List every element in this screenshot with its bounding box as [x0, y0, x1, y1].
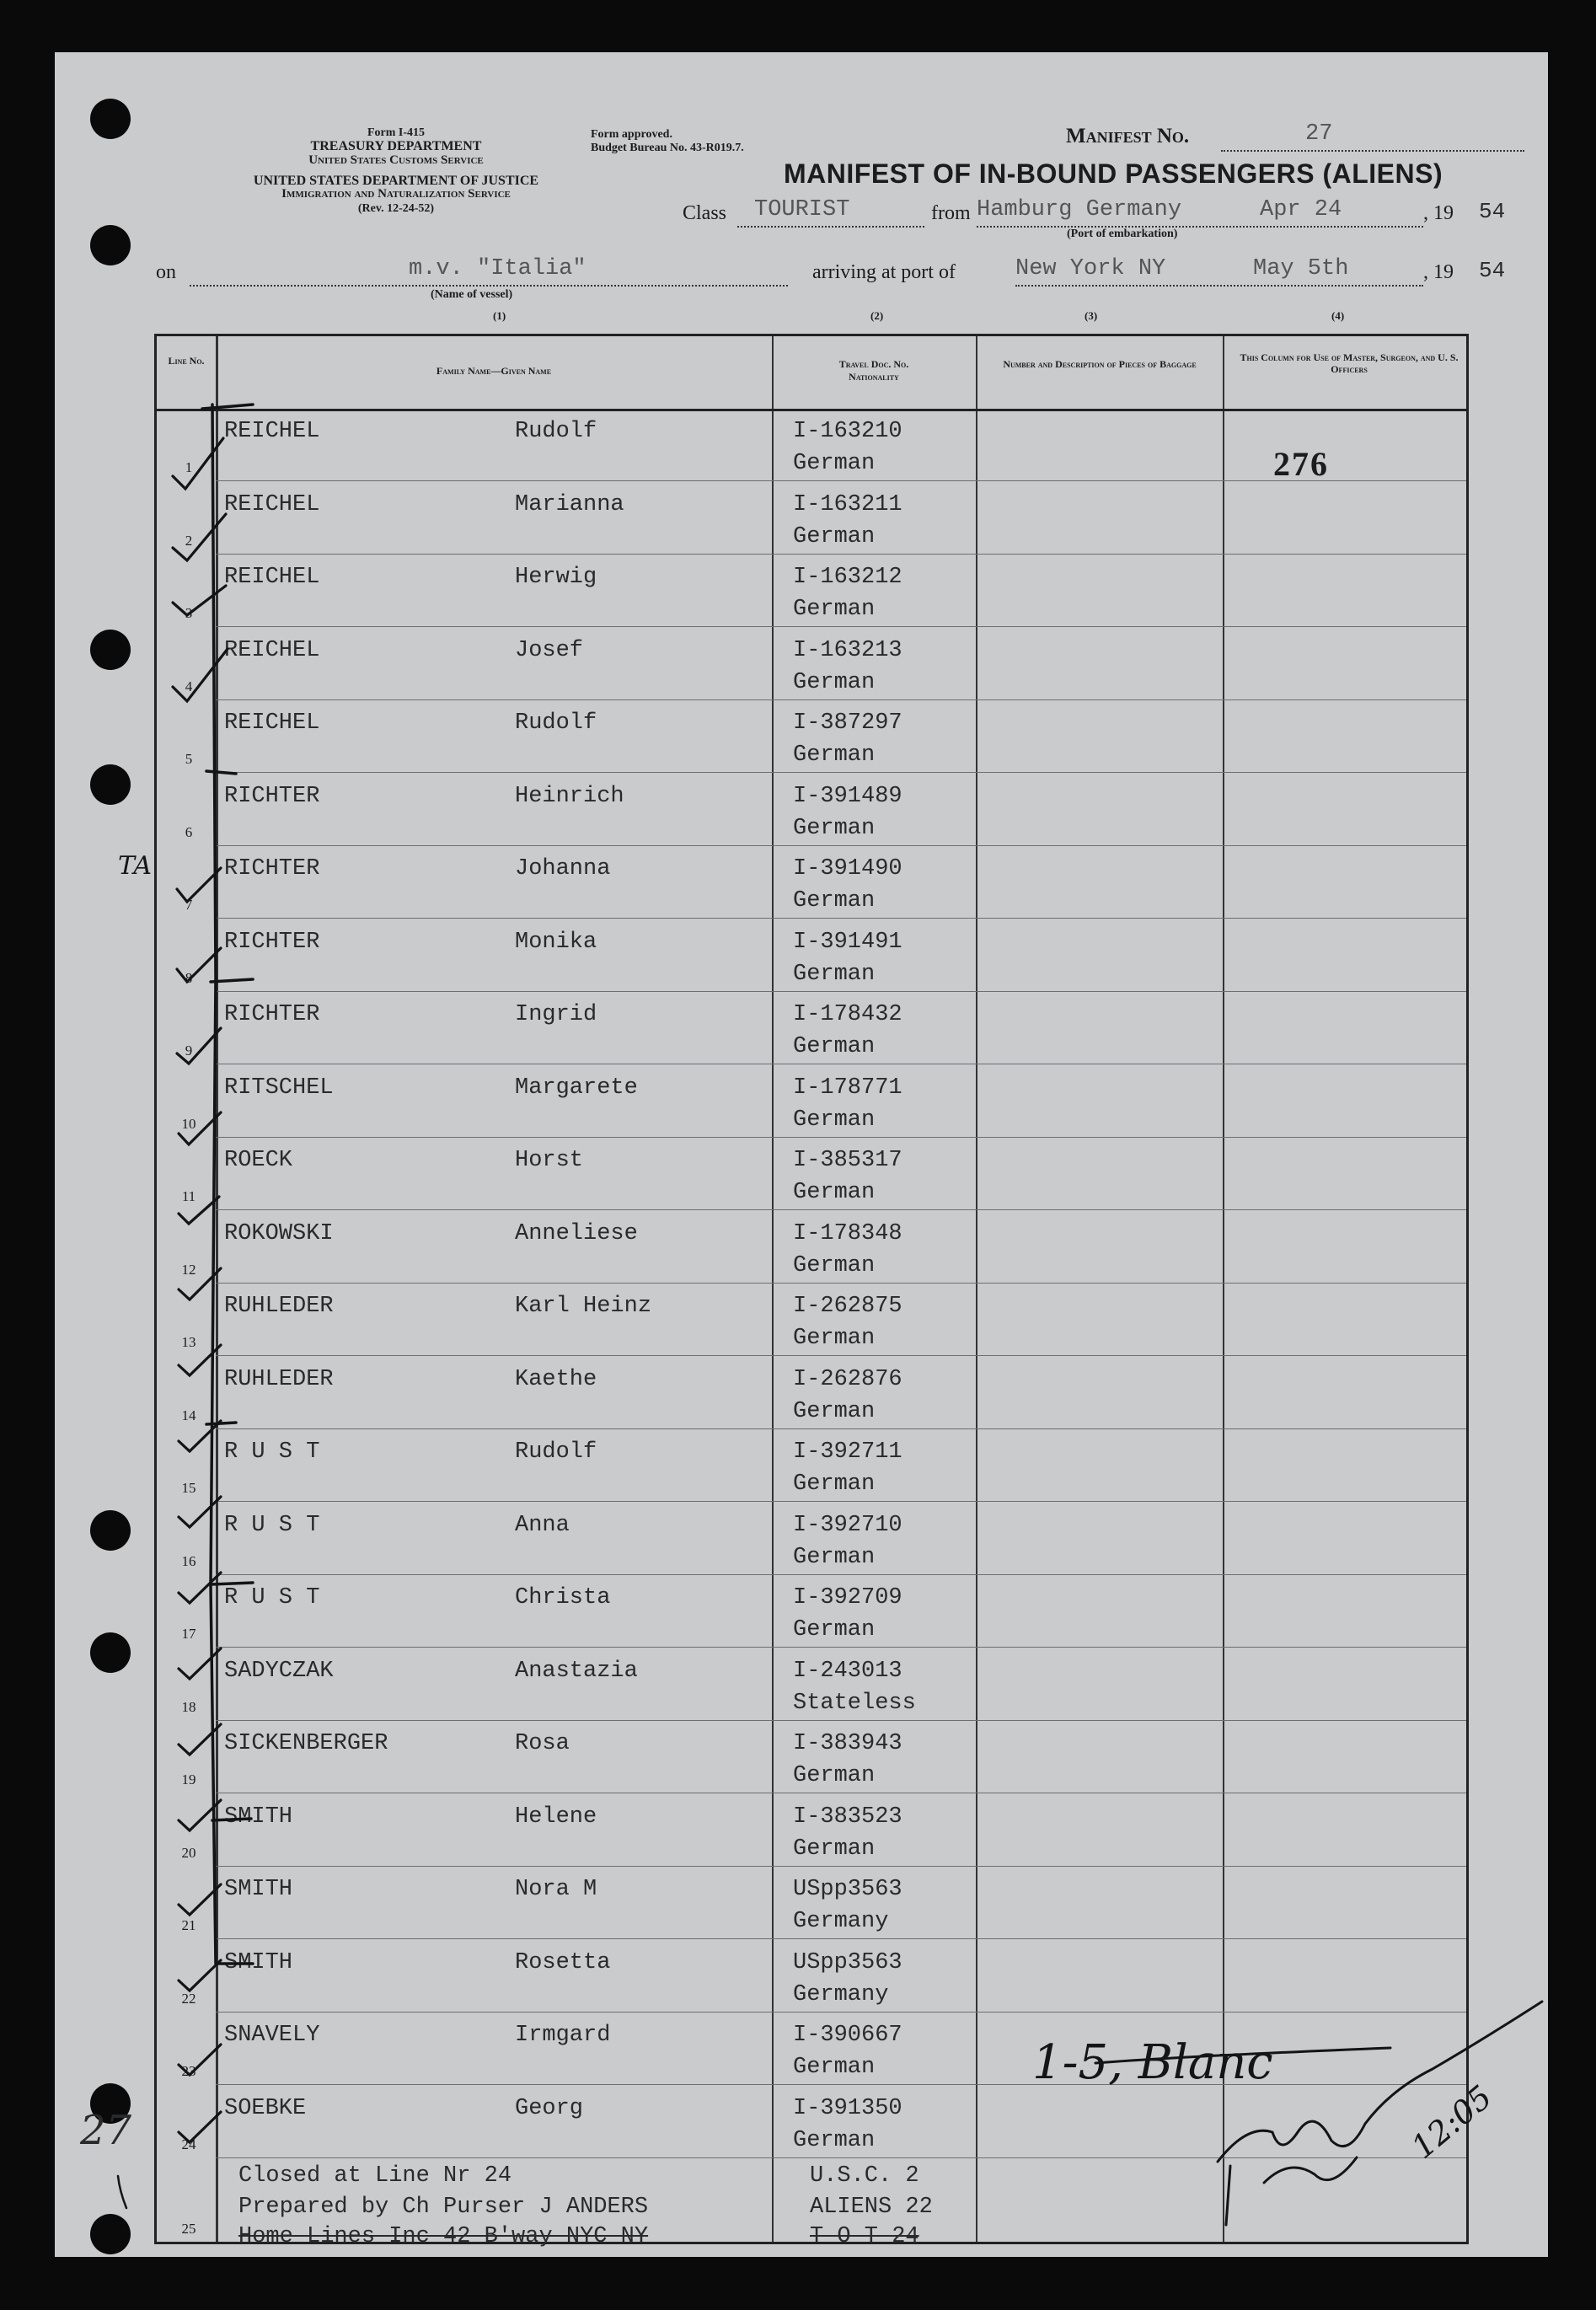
given-name: Anastazia: [515, 1658, 638, 1684]
line-number: 2: [185, 532, 193, 549]
line-number: 14: [181, 1407, 196, 1423]
line-number: 3: [185, 605, 193, 621]
year-prefix-2: , 19: [1423, 261, 1454, 283]
passenger-table: [154, 334, 1469, 2249]
col-header-nationality: Nationality: [849, 371, 899, 383]
department-of-justice: UNITED STATES DEPARTMENT OF JUSTICE: [253, 174, 539, 188]
nationality: German: [793, 1398, 876, 1424]
table-row: [157, 2086, 1466, 2158]
col-header-baggage: Number and Description of Pieces of Baggage: [1003, 358, 1197, 370]
line-number: 1: [185, 459, 193, 475]
given-name: Georg: [515, 2095, 584, 2121]
travel-doc-no: I-243013: [793, 1658, 902, 1684]
family-name: RITSCHEL: [224, 1075, 334, 1101]
nationality: German: [793, 1471, 876, 1497]
punch-hole: [90, 1510, 131, 1551]
table-row: [157, 919, 1466, 992]
line-number: 5: [185, 751, 193, 767]
nationality: German: [793, 1252, 876, 1278]
family-name: SMITH: [224, 1877, 293, 1902]
col-header-officers: This Column for Use of Master, Surgeon, and U. S. Officers: [1240, 351, 1459, 375]
table-row: [157, 1794, 1466, 1867]
col-number-3: (3): [1085, 309, 1098, 322]
travel-doc-no: USpp3563: [793, 1949, 902, 1975]
travel-doc-no: I-383943: [793, 1731, 902, 1756]
form-number: Form I-415: [367, 126, 426, 139]
line-number: 4: [185, 678, 193, 694]
given-name: Rudolf: [515, 710, 597, 736]
margin-number: 27: [80, 2107, 132, 2154]
col-header-line-no: Line No.: [168, 355, 205, 367]
travel-doc-no: I-387297: [793, 710, 902, 736]
travel-doc-no: I-163211: [793, 491, 902, 517]
line-number: 13: [181, 1334, 196, 1350]
col-number-1: (1): [493, 309, 506, 322]
given-name: Christa: [515, 1585, 611, 1611]
family-name: ROECK: [224, 1148, 293, 1173]
travel-doc-no: I-390667: [793, 2023, 902, 2048]
family-name: SICKENBERGER: [224, 1731, 388, 1756]
line-number: 23: [181, 2063, 196, 2079]
travel-doc-no: I-163212: [793, 565, 902, 590]
line-number: 18: [181, 1698, 196, 1715]
family-name: RUHLEDER: [224, 1294, 334, 1319]
given-name: Anna: [515, 1512, 570, 1538]
line-number: 24: [181, 2136, 196, 2152]
handwritten-note: 1-5, Blanc: [1032, 2035, 1273, 2090]
given-name: Marianna: [515, 491, 624, 517]
margin-initials: TA: [118, 851, 153, 881]
table-row: [157, 409, 1466, 481]
travel-doc-no: I-262875: [793, 1294, 902, 1319]
nationality: German: [793, 1617, 876, 1643]
ins-service: Immigration and Naturalization Service: [281, 187, 511, 201]
travel-doc-no: I-392711: [793, 1439, 902, 1465]
nationality: German: [793, 1180, 876, 1205]
table-row: [157, 1721, 1466, 1793]
prepared-by: Prepared by Ch Purser J ANDERS: [238, 2195, 649, 2220]
form-revision: (Rev. 12-24-52): [357, 202, 435, 215]
given-name: Kaethe: [515, 1366, 597, 1392]
arriving-port: New York NY: [1015, 256, 1166, 281]
table-row: [157, 1940, 1466, 2013]
nationality: German: [793, 1107, 876, 1133]
travel-doc-no: I-392710: [793, 1512, 902, 1538]
handwritten-time: 12:05: [1404, 2077, 1499, 2167]
family-name: R U S T: [224, 1439, 320, 1465]
travel-doc-no: I-392709: [793, 1585, 902, 1611]
class-value: TOURIST: [754, 197, 850, 222]
given-name: Karl Heinz: [515, 1294, 652, 1319]
given-name: Helene: [515, 1804, 597, 1830]
line-number: 7: [185, 897, 193, 913]
given-name: Heinrich: [515, 783, 624, 809]
given-name: Rosetta: [515, 1949, 611, 1975]
vessel-name: m.v. "Italia": [409, 256, 586, 281]
table-row: [157, 700, 1466, 773]
given-name: Irmgard: [515, 2023, 611, 2048]
family-name: RICHTER: [224, 1002, 320, 1027]
family-name: REICHEL: [224, 565, 320, 590]
given-name: Johanna: [515, 856, 611, 882]
nationality: German: [793, 888, 876, 914]
nationality: German: [793, 1034, 876, 1059]
table-row: [157, 1429, 1466, 1502]
arriving-label: arriving at port of: [812, 261, 956, 283]
given-name: Horst: [515, 1148, 584, 1173]
table-row: [157, 1211, 1466, 1284]
punch-hole: [90, 225, 131, 265]
nationality: German: [793, 1544, 876, 1570]
given-name: Ingrid: [515, 1002, 597, 1027]
travel-doc-no: I-178348: [793, 1220, 902, 1246]
family-name: RICHTER: [224, 783, 320, 809]
table-row: [157, 1138, 1466, 1210]
home-lines: Home Lines Inc 42 B'way NYC NY: [238, 2224, 649, 2249]
closed-at-line: Closed at Line Nr 24: [238, 2163, 512, 2189]
manifest-title: MANIFEST OF IN-BOUND PASSENGERS (ALIENS): [784, 158, 1443, 189]
line-number: 15: [181, 1480, 196, 1496]
from-label: from: [931, 202, 971, 224]
line-number: 9: [185, 1042, 193, 1059]
row-divider: [216, 2157, 1466, 2158]
travel-doc-no: I-163213: [793, 637, 902, 663]
from-port: Hamburg Germany: [977, 197, 1182, 222]
col-number-2: (2): [870, 309, 884, 322]
given-name: Nora M: [515, 1877, 597, 1902]
table-row: [157, 774, 1466, 846]
line-number: 17: [181, 1626, 196, 1642]
year-value-1: 54: [1479, 199, 1506, 224]
customs-service: United States Customs Service: [308, 153, 484, 167]
line-number: 19: [181, 1771, 196, 1787]
family-name: R U S T: [224, 1585, 320, 1611]
form-approved: Form approved.: [591, 128, 672, 141]
given-name: Monika: [515, 929, 597, 955]
line-number: 16: [181, 1552, 196, 1569]
nationality: German: [793, 961, 876, 987]
family-name: REICHEL: [224, 491, 320, 517]
line-number: 8: [185, 969, 193, 986]
family-name: REICHEL: [224, 637, 320, 663]
nationality: German: [793, 1836, 876, 1862]
usc-count: U.S.C. 2: [810, 2163, 919, 2189]
table-row: [157, 992, 1466, 1064]
travel-doc-no: I-383523: [793, 1804, 902, 1830]
travel-doc-no: I-391489: [793, 783, 902, 809]
family-name: REICHEL: [224, 710, 320, 736]
vessel-caption: (Name of vessel): [431, 288, 513, 301]
table-row: [157, 1648, 1466, 1721]
budget-bureau: Budget Bureau No. 43-R019.7.: [591, 142, 744, 154]
family-name: SMITH: [224, 1804, 293, 1830]
treasury-department: TREASURY DEPARTMENT: [310, 139, 482, 153]
nationality: Germany: [793, 1981, 889, 2007]
nationality: German: [793, 523, 876, 549]
table-row: [157, 1284, 1466, 1356]
nationality: German: [793, 1763, 876, 1788]
family-name: SOEBKE: [224, 2095, 307, 2121]
travel-doc-no: USpp3563: [793, 1877, 902, 1902]
punch-hole: [90, 2214, 131, 2254]
line-number: 6: [185, 823, 193, 840]
table-row: [157, 1503, 1466, 1575]
travel-doc-no: I-391490: [793, 856, 902, 882]
line-number: 10: [181, 1115, 196, 1132]
travel-doc-no: I-178771: [793, 1075, 902, 1101]
nationality: German: [793, 1326, 876, 1351]
given-name: Josef: [515, 637, 584, 663]
line-number: 12: [181, 1261, 196, 1278]
line-no-25: 25: [181, 2221, 196, 2237]
given-name: Rudolf: [515, 1439, 597, 1465]
table-row: [157, 1065, 1466, 1138]
class-label: Class: [683, 202, 727, 224]
col-number-4: (4): [1331, 309, 1345, 322]
col-header-name: Family Name—Given Name: [436, 365, 552, 377]
col-header-travel-doc: Travel Doc. No.: [838, 358, 909, 370]
table-row: [157, 1575, 1466, 1648]
from-date: Apr 24: [1260, 197, 1342, 222]
on-label: on: [156, 261, 176, 283]
nationality: German: [793, 597, 876, 622]
family-name: RICHTER: [224, 929, 320, 955]
given-name: Margarete: [515, 1075, 638, 1101]
aliens-count: ALIENS 22: [810, 2195, 933, 2220]
nationality: Germany: [793, 1909, 889, 1934]
nationality: German: [793, 815, 876, 841]
given-name: Rosa: [515, 1731, 570, 1756]
travel-doc-no: I-163210: [793, 419, 902, 444]
table-row: [157, 482, 1466, 555]
nationality: German: [793, 669, 876, 695]
nationality: Stateless: [793, 1690, 916, 1716]
manifest-no-value: 27: [1305, 121, 1333, 147]
family-name: RUHLEDER: [224, 1366, 334, 1392]
year-value-2: 54: [1479, 258, 1506, 283]
officer-stamp: 276: [1273, 445, 1329, 483]
nationality: German: [793, 2127, 876, 2153]
family-name: ROKOWSKI: [224, 1220, 334, 1246]
line-number: 21: [181, 1917, 196, 1933]
manifest-no-label: Manifest No.: [1066, 125, 1190, 147]
line-number: 22: [181, 1990, 196, 2007]
travel-doc-no: I-391491: [793, 929, 902, 955]
arriving-date: May 5th: [1253, 256, 1349, 281]
family-name: SMITH: [224, 1949, 293, 1975]
line-number: 20: [181, 1844, 196, 1861]
nationality: German: [793, 742, 876, 768]
family-name: R U S T: [224, 1512, 320, 1538]
table-row: [157, 555, 1466, 627]
family-name: SNAVELY: [224, 2023, 320, 2048]
punch-hole: [90, 764, 131, 805]
travel-doc-no: I-178432: [793, 1002, 902, 1027]
table-row: [157, 1867, 1466, 1939]
year-prefix: , 19: [1423, 202, 1454, 224]
table-row: [157, 628, 1466, 700]
table-row: [157, 846, 1466, 919]
given-name: Herwig: [515, 565, 597, 590]
nationality: German: [793, 451, 876, 476]
nationality: German: [793, 2055, 876, 2080]
family-name: SADYCZAK: [224, 1658, 334, 1684]
family-name: RICHTER: [224, 856, 320, 882]
table-row: [157, 1357, 1466, 1429]
given-name: Anneliese: [515, 1220, 638, 1246]
travel-doc-no: I-391350: [793, 2095, 902, 2121]
punch-hole: [90, 1632, 131, 1673]
port-embarkation-caption: (Port of embarkation): [1067, 228, 1178, 240]
line-number: 11: [181, 1188, 196, 1204]
punch-hole: [90, 99, 131, 139]
family-name: REICHEL: [224, 419, 320, 444]
travel-doc-no: I-385317: [793, 1148, 902, 1173]
total-count: T O T 24: [810, 2224, 919, 2249]
travel-doc-no: I-262876: [793, 1366, 902, 1392]
given-name: Rudolf: [515, 419, 597, 444]
punch-hole: [90, 630, 131, 670]
